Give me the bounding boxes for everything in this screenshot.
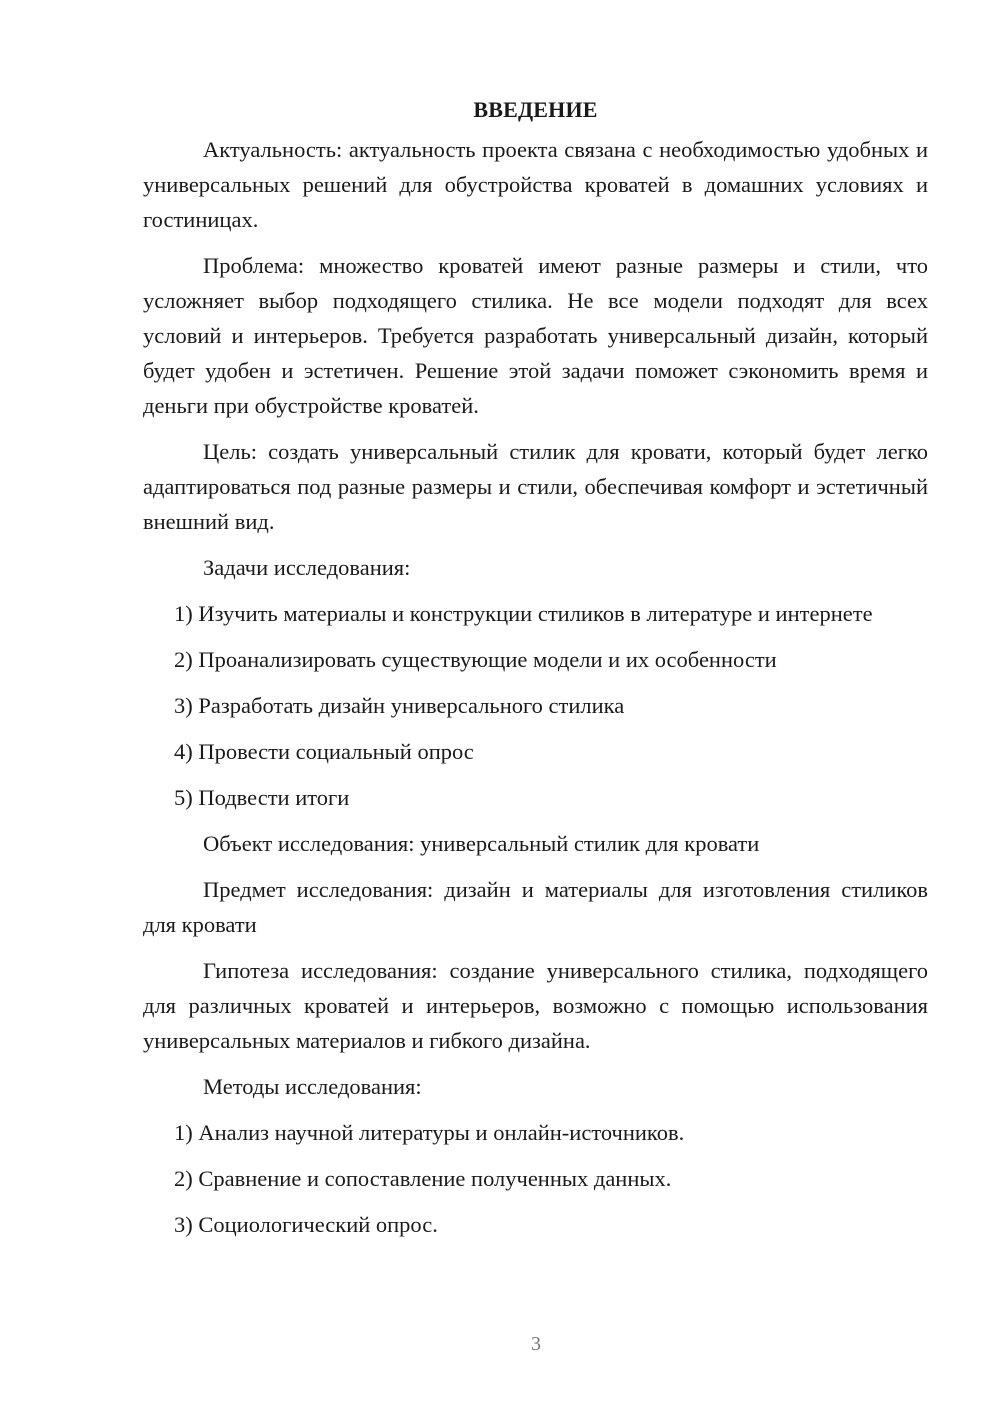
section-title: ВВЕДЕНИЕ [473,97,598,122]
task-item: 1) Изучить материалы и конструкции стиликов в литературе и интернете [174,601,873,626]
problem-paragraph: Проблема: множество кроватей имеют разные размеры и стили, что усложняет выбор подходящего стилика. Не все модели подходят для всех условий и интерьеров. Требуется разработать универсальный дизайн, который будет удобен и эстетичен. Решение этой задачи поможет сэкономить время и деньги при обустройстве кроватей. [143,253,928,418]
task-item: 2) Проанализировать существующие модели и их особенности [174,647,777,672]
task-item: 3) Разработать дизайн универсального стилика [174,693,625,718]
task-item: 4) Провести социальный опрос [174,739,474,764]
methods-heading: Методы исследования: [203,1074,422,1099]
method-item: 1) Анализ научной литературы и онлайн-источников. [174,1120,685,1145]
method-item: 2) Сравнение и сопоставление полученных данных. [174,1166,672,1191]
subject-paragraph: Предмет исследования: дизайн и материалы для изготовления стиликов для кровати [143,877,928,937]
hypothesis-paragraph: Гипотеза исследования: создание универсального стилика, подходящего для различных кроватей и интерьеров, возможно с помощью использования универсальных материалов и гибкого дизайна. [143,958,928,1053]
object-paragraph: Объект исследования: универсальный стилик для кровати [203,831,760,856]
task-item: 5) Подвести итоги [174,785,350,810]
method-item: 3) Социологический опрос. [174,1212,438,1237]
document-page [143,92,928,1253]
tasks-heading: Задачи исследования: [203,555,411,580]
goal-paragraph: Цель: создать универсальный стилик для кровати, который будет легко адаптироваться под разные размеры и стили, обеспечивая комфорт и эстетичный внешний вид. [143,439,928,534]
page-number: 3 [531,1333,541,1355]
relevance-paragraph: Актуальность: актуальность проекта связана с необходимостью удобных и универсальных решений для обустройства кроватей в домашних условиях и гостиницах. [143,137,928,232]
